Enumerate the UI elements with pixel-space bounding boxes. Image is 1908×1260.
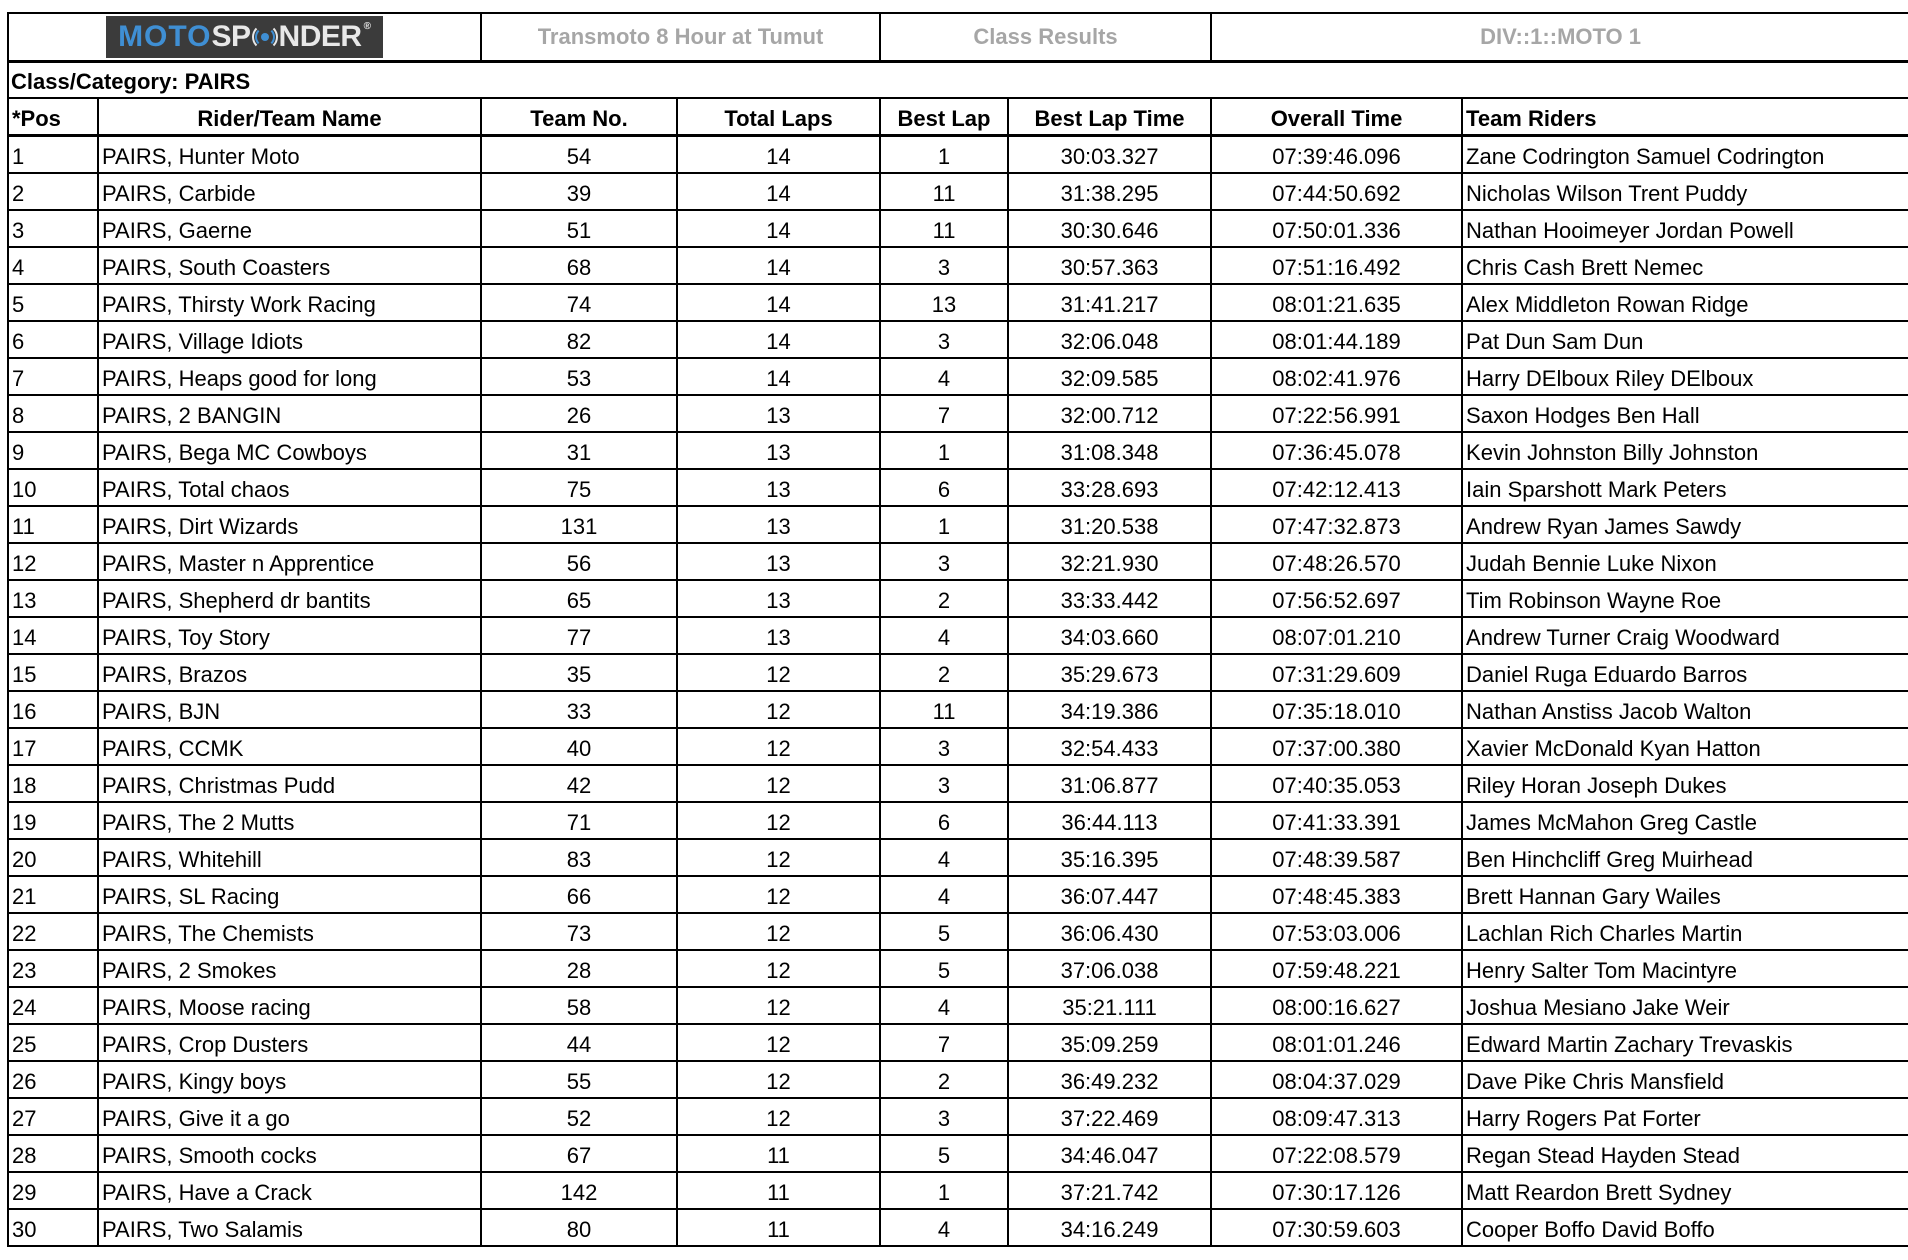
signal-icon — [252, 24, 278, 50]
table-row — [8, 765, 1908, 802]
table-row — [8, 950, 1908, 987]
table-row — [8, 247, 1908, 284]
cell-team-riders: Matt Reardon Brett Sydney — [1462, 1172, 1908, 1209]
cell-team-no: 73 — [481, 913, 677, 950]
cell-team-riders: Edward Martin Zachary Trevaskis — [1462, 1024, 1908, 1061]
cell-team-riders: James McMahon Greg Castle — [1462, 802, 1908, 839]
cell-pos: 13 — [8, 580, 98, 617]
cell-best-lap: 2 — [880, 1061, 1008, 1098]
cell-team-name: PAIRS, Heaps good for long — [98, 358, 481, 395]
cell-pos: 15 — [8, 654, 98, 691]
cell-total-laps: 12 — [677, 1024, 880, 1061]
cell-best-lap: 3 — [880, 1098, 1008, 1135]
column-header-overall-time: Overall Time — [1211, 98, 1462, 136]
table-row — [8, 1209, 1908, 1246]
cell-best-lap: 7 — [880, 395, 1008, 432]
cell-total-laps: 13 — [677, 580, 880, 617]
cell-overall-time: 07:48:45.383 — [1211, 876, 1462, 913]
cell-team-name: PAIRS, 2 Smokes — [98, 950, 481, 987]
cell-total-laps: 12 — [677, 876, 880, 913]
cell-team-no: 51 — [481, 210, 677, 247]
cell-team-riders: Harry Rogers Pat Forter — [1462, 1098, 1908, 1135]
cell-pos: 18 — [8, 765, 98, 802]
cell-pos: 16 — [8, 691, 98, 728]
cell-pos: 7 — [8, 358, 98, 395]
cell-team-name: PAIRS, 2 BANGIN — [98, 395, 481, 432]
cell-best-lap-time: 32:21.930 — [1008, 543, 1211, 580]
cell-team-name: PAIRS, Kingy boys — [98, 1061, 481, 1098]
results-sheet — [7, 12, 1908, 1247]
cell-team-no: 75 — [481, 469, 677, 506]
logo-sp-text: SP — [211, 20, 251, 53]
cell-best-lap-time: 32:54.433 — [1008, 728, 1211, 765]
cell-total-laps: 12 — [677, 728, 880, 765]
cell-best-lap: 4 — [880, 617, 1008, 654]
cell-pos: 12 — [8, 543, 98, 580]
cell-total-laps: 12 — [677, 1098, 880, 1135]
cell-overall-time: 08:09:47.313 — [1211, 1098, 1462, 1135]
cell-overall-time: 08:01:01.246 — [1211, 1024, 1462, 1061]
cell-best-lap: 7 — [880, 1024, 1008, 1061]
cell-team-no: 142 — [481, 1172, 677, 1209]
cell-team-no: 67 — [481, 1135, 677, 1172]
logo-registered-mark: ® — [363, 21, 371, 32]
cell-team-riders: Kevin Johnston Billy Johnston — [1462, 432, 1908, 469]
table-row — [8, 506, 1908, 543]
cell-team-riders: Nathan Anstiss Jacob Walton — [1462, 691, 1908, 728]
cell-best-lap-time: 31:06.877 — [1008, 765, 1211, 802]
table-row — [8, 432, 1908, 469]
cell-total-laps: 12 — [677, 987, 880, 1024]
cell-pos: 9 — [8, 432, 98, 469]
column-header-team-name: Rider/Team Name — [98, 98, 481, 136]
table-row — [8, 802, 1908, 839]
cell-best-lap: 3 — [880, 765, 1008, 802]
cell-best-lap-time: 34:16.249 — [1008, 1209, 1211, 1246]
cell-total-laps: 12 — [677, 654, 880, 691]
cell-best-lap: 4 — [880, 1209, 1008, 1246]
cell-overall-time: 07:51:16.492 — [1211, 247, 1462, 284]
cell-best-lap: 5 — [880, 1135, 1008, 1172]
cell-best-lap: 1 — [880, 432, 1008, 469]
table-row — [8, 728, 1908, 765]
table-row — [8, 543, 1908, 580]
cell-team-no: 52 — [481, 1098, 677, 1135]
cell-overall-time: 07:42:12.413 — [1211, 469, 1462, 506]
cell-best-lap: 4 — [880, 358, 1008, 395]
cell-pos: 10 — [8, 469, 98, 506]
cell-best-lap-time: 32:09.585 — [1008, 358, 1211, 395]
cell-total-laps: 12 — [677, 802, 880, 839]
cell-team-riders: Tim Robinson Wayne Roe — [1462, 580, 1908, 617]
category-row — [8, 62, 1908, 99]
cell-team-no: 39 — [481, 173, 677, 210]
cell-team-riders: Nathan Hooimeyer Jordan Powell — [1462, 210, 1908, 247]
cell-best-lap-time: 34:03.660 — [1008, 617, 1211, 654]
cell-team-name: PAIRS, Hunter Moto — [98, 136, 481, 174]
cell-best-lap-time: 32:06.048 — [1008, 321, 1211, 358]
cell-best-lap: 6 — [880, 802, 1008, 839]
cell-team-name: PAIRS, Gaerne — [98, 210, 481, 247]
cell-best-lap-time: 37:21.742 — [1008, 1172, 1211, 1209]
cell-pos: 21 — [8, 876, 98, 913]
cell-team-riders: Saxon Hodges Ben Hall — [1462, 395, 1908, 432]
cell-team-no: 68 — [481, 247, 677, 284]
table-row — [8, 395, 1908, 432]
cell-team-no: 42 — [481, 765, 677, 802]
cell-total-laps: 11 — [677, 1135, 880, 1172]
cell-best-lap-time: 35:21.111 — [1008, 987, 1211, 1024]
cell-team-no: 56 — [481, 543, 677, 580]
cell-pos: 22 — [8, 913, 98, 950]
table-row — [8, 321, 1908, 358]
cell-team-name: PAIRS, Toy Story — [98, 617, 481, 654]
cell-best-lap-time: 37:06.038 — [1008, 950, 1211, 987]
column-header-team-no: Team No. — [481, 98, 677, 136]
column-header-total-laps: Total Laps — [677, 98, 880, 136]
cell-team-name: PAIRS, Have a Crack — [98, 1172, 481, 1209]
cell-overall-time: 07:37:00.380 — [1211, 728, 1462, 765]
cell-team-no: 65 — [481, 580, 677, 617]
motosponder-logo — [106, 16, 383, 58]
cell-overall-time: 08:01:44.189 — [1211, 321, 1462, 358]
cell-best-lap-time: 35:16.395 — [1008, 839, 1211, 876]
cell-total-laps: 13 — [677, 469, 880, 506]
cell-pos: 5 — [8, 284, 98, 321]
cell-team-riders: Xavier McDonald Kyan Hatton — [1462, 728, 1908, 765]
cell-best-lap-time: 36:06.430 — [1008, 913, 1211, 950]
cell-team-no: 74 — [481, 284, 677, 321]
table-row — [8, 691, 1908, 728]
column-header-team-riders: Team Riders — [1462, 98, 1908, 136]
cell-best-lap-time: 31:08.348 — [1008, 432, 1211, 469]
cell-best-lap-time: 36:07.447 — [1008, 876, 1211, 913]
cell-total-laps: 12 — [677, 1061, 880, 1098]
cell-team-no: 55 — [481, 1061, 677, 1098]
cell-overall-time: 07:59:48.221 — [1211, 950, 1462, 987]
cell-total-laps: 14 — [677, 136, 880, 174]
logo-nder-text: NDER — [278, 20, 362, 53]
cell-overall-time: 08:00:16.627 — [1211, 987, 1462, 1024]
cell-overall-time: 07:44:50.692 — [1211, 173, 1462, 210]
cell-pos: 4 — [8, 247, 98, 284]
cell-team-riders: Chris Cash Brett Nemec — [1462, 247, 1908, 284]
cell-best-lap-time: 35:29.673 — [1008, 654, 1211, 691]
cell-overall-time: 07:40:35.053 — [1211, 765, 1462, 802]
cell-overall-time: 07:31:29.609 — [1211, 654, 1462, 691]
cell-best-lap-time: 31:41.217 — [1008, 284, 1211, 321]
cell-team-riders: Pat Dun Sam Dun — [1462, 321, 1908, 358]
cell-best-lap: 5 — [880, 913, 1008, 950]
cell-best-lap: 3 — [880, 543, 1008, 580]
cell-best-lap: 6 — [880, 469, 1008, 506]
table-row — [8, 1135, 1908, 1172]
cell-best-lap: 2 — [880, 580, 1008, 617]
cell-best-lap-time: 31:20.538 — [1008, 506, 1211, 543]
cell-team-no: 40 — [481, 728, 677, 765]
table-row — [8, 1098, 1908, 1135]
cell-total-laps: 12 — [677, 950, 880, 987]
category-label: Class/Category: PAIRS — [8, 62, 1908, 99]
cell-team-name: PAIRS, Master n Apprentice — [98, 543, 481, 580]
cell-team-riders: Ben Hinchcliff Greg Muirhead — [1462, 839, 1908, 876]
cell-team-name: PAIRS, Give it a go — [98, 1098, 481, 1135]
cell-total-laps: 13 — [677, 543, 880, 580]
cell-team-riders: Zane Codrington Samuel Codrington — [1462, 136, 1908, 174]
cell-pos: 6 — [8, 321, 98, 358]
column-header-row — [8, 98, 1908, 136]
cell-overall-time: 08:01:21.635 — [1211, 284, 1462, 321]
cell-total-laps: 11 — [677, 1209, 880, 1246]
cell-overall-time: 07:30:59.603 — [1211, 1209, 1462, 1246]
cell-pos: 3 — [8, 210, 98, 247]
cell-overall-time: 07:39:46.096 — [1211, 136, 1462, 174]
table-row — [8, 580, 1908, 617]
cell-overall-time: 08:04:37.029 — [1211, 1061, 1462, 1098]
cell-pos: 24 — [8, 987, 98, 1024]
cell-best-lap: 4 — [880, 987, 1008, 1024]
table-row — [8, 987, 1908, 1024]
division-label: DIV::1::MOTO 1 — [1211, 13, 1908, 62]
cell-team-riders: Riley Horan Joseph Dukes — [1462, 765, 1908, 802]
cell-overall-time: 07:53:03.006 — [1211, 913, 1462, 950]
cell-total-laps: 13 — [677, 395, 880, 432]
cell-best-lap: 5 — [880, 950, 1008, 987]
cell-total-laps: 14 — [677, 284, 880, 321]
cell-team-name: PAIRS, South Coasters — [98, 247, 481, 284]
cell-total-laps: 12 — [677, 913, 880, 950]
cell-team-name: PAIRS, Two Salamis — [98, 1209, 481, 1246]
cell-best-lap-time: 30:30.646 — [1008, 210, 1211, 247]
cell-team-name: PAIRS, SL Racing — [98, 876, 481, 913]
cell-team-riders: Andrew Ryan James Sawdy — [1462, 506, 1908, 543]
cell-best-lap: 2 — [880, 654, 1008, 691]
cell-pos: 1 — [8, 136, 98, 174]
cell-best-lap-time: 36:49.232 — [1008, 1061, 1211, 1098]
cell-total-laps: 14 — [677, 210, 880, 247]
cell-total-laps: 13 — [677, 506, 880, 543]
table-row — [8, 358, 1908, 395]
table-row — [8, 654, 1908, 691]
cell-best-lap: 4 — [880, 876, 1008, 913]
table-row — [8, 876, 1908, 913]
cell-best-lap: 1 — [880, 136, 1008, 174]
cell-team-no: 44 — [481, 1024, 677, 1061]
table-row — [8, 284, 1908, 321]
cell-total-laps: 13 — [677, 432, 880, 469]
cell-team-no: 28 — [481, 950, 677, 987]
table-row — [8, 210, 1908, 247]
cell-best-lap-time: 32:00.712 — [1008, 395, 1211, 432]
cell-team-name: PAIRS, Moose racing — [98, 987, 481, 1024]
cell-best-lap-time: 34:46.047 — [1008, 1135, 1211, 1172]
cell-team-riders: Henry Salter Tom Macintyre — [1462, 950, 1908, 987]
cell-best-lap-time: 34:19.386 — [1008, 691, 1211, 728]
cell-best-lap-time: 30:57.363 — [1008, 247, 1211, 284]
cell-best-lap-time: 36:44.113 — [1008, 802, 1211, 839]
cell-pos: 8 — [8, 395, 98, 432]
cell-team-no: 58 — [481, 987, 677, 1024]
cell-team-name: PAIRS, Dirt Wizards — [98, 506, 481, 543]
cell-team-no: 35 — [481, 654, 677, 691]
cell-overall-time: 07:36:45.078 — [1211, 432, 1462, 469]
cell-team-name: PAIRS, Shepherd dr bantits — [98, 580, 481, 617]
cell-pos: 2 — [8, 173, 98, 210]
cell-total-laps: 11 — [677, 1172, 880, 1209]
cell-team-name: PAIRS, BJN — [98, 691, 481, 728]
cell-best-lap-time: 35:09.259 — [1008, 1024, 1211, 1061]
cell-team-no: 31 — [481, 432, 677, 469]
cell-pos: 14 — [8, 617, 98, 654]
cell-team-no: 82 — [481, 321, 677, 358]
cell-best-lap-time: 33:28.693 — [1008, 469, 1211, 506]
cell-best-lap: 11 — [880, 691, 1008, 728]
table-row — [8, 1061, 1908, 1098]
cell-team-no: 53 — [481, 358, 677, 395]
cell-overall-time: 07:22:08.579 — [1211, 1135, 1462, 1172]
cell-team-no: 131 — [481, 506, 677, 543]
cell-team-riders: Alex Middleton Rowan Ridge — [1462, 284, 1908, 321]
cell-team-no: 54 — [481, 136, 677, 174]
cell-best-lap: 11 — [880, 173, 1008, 210]
table-row — [8, 1172, 1908, 1209]
cell-overall-time: 07:48:39.587 — [1211, 839, 1462, 876]
cell-pos: 25 — [8, 1024, 98, 1061]
table-row — [8, 617, 1908, 654]
results-table — [7, 12, 1908, 1247]
cell-overall-time: 07:35:18.010 — [1211, 691, 1462, 728]
cell-pos: 23 — [8, 950, 98, 987]
cell-team-riders: Daniel Ruga Eduardo Barros — [1462, 654, 1908, 691]
cell-overall-time: 07:56:52.697 — [1211, 580, 1462, 617]
cell-team-name: PAIRS, The 2 Mutts — [98, 802, 481, 839]
cell-pos: 27 — [8, 1098, 98, 1135]
cell-best-lap-time: 30:03.327 — [1008, 136, 1211, 174]
cell-team-riders: Harry DElboux Riley DElboux — [1462, 358, 1908, 395]
cell-overall-time: 08:02:41.976 — [1211, 358, 1462, 395]
cell-team-name: PAIRS, Total chaos — [98, 469, 481, 506]
cell-team-name: PAIRS, CCMK — [98, 728, 481, 765]
cell-pos: 11 — [8, 506, 98, 543]
cell-total-laps: 14 — [677, 173, 880, 210]
cell-total-laps: 12 — [677, 839, 880, 876]
cell-overall-time: 07:47:32.873 — [1211, 506, 1462, 543]
cell-total-laps: 14 — [677, 247, 880, 284]
table-row — [8, 839, 1908, 876]
event-name: Transmoto 8 Hour at Tumut — [481, 13, 880, 62]
cell-team-no: 77 — [481, 617, 677, 654]
cell-team-riders: Iain Sparshott Mark Peters — [1462, 469, 1908, 506]
cell-total-laps: 14 — [677, 321, 880, 358]
cell-best-lap-time: 31:38.295 — [1008, 173, 1211, 210]
table-row — [8, 1024, 1908, 1061]
table-row — [8, 469, 1908, 506]
report-title: Class Results — [880, 13, 1211, 62]
table-row — [8, 913, 1908, 950]
cell-team-riders: Regan Stead Hayden Stead — [1462, 1135, 1908, 1172]
cell-best-lap: 1 — [880, 506, 1008, 543]
cell-team-name: PAIRS, Thirsty Work Racing — [98, 284, 481, 321]
logo-cell — [8, 13, 481, 62]
column-header-best-lap-time: Best Lap Time — [1008, 98, 1211, 136]
cell-pos: 20 — [8, 839, 98, 876]
cell-team-name: PAIRS, Smooth cocks — [98, 1135, 481, 1172]
cell-pos: 30 — [8, 1209, 98, 1246]
cell-team-name: PAIRS, Crop Dusters — [98, 1024, 481, 1061]
table-row — [8, 136, 1908, 174]
cell-team-name: PAIRS, Brazos — [98, 654, 481, 691]
cell-overall-time: 07:41:33.391 — [1211, 802, 1462, 839]
cell-team-riders: Joshua Mesiano Jake Weir — [1462, 987, 1908, 1024]
cell-pos: 19 — [8, 802, 98, 839]
cell-team-riders: Andrew Turner Craig Woodward — [1462, 617, 1908, 654]
cell-best-lap-time: 37:22.469 — [1008, 1098, 1211, 1135]
cell-team-name: PAIRS, Village Idiots — [98, 321, 481, 358]
cell-pos: 17 — [8, 728, 98, 765]
cell-team-name: PAIRS, Carbide — [98, 173, 481, 210]
cell-team-no: 33 — [481, 691, 677, 728]
cell-team-riders: Judah Bennie Luke Nixon — [1462, 543, 1908, 580]
cell-team-riders: Cooper Boffo David Boffo — [1462, 1209, 1908, 1246]
cell-team-riders: Lachlan Rich Charles Martin — [1462, 913, 1908, 950]
cell-team-riders: Nicholas Wilson Trent Puddy — [1462, 173, 1908, 210]
cell-best-lap-time: 33:33.442 — [1008, 580, 1211, 617]
cell-pos: 28 — [8, 1135, 98, 1172]
table-row — [8, 173, 1908, 210]
cell-team-riders: Brett Hannan Gary Wailes — [1462, 876, 1908, 913]
cell-team-no: 71 — [481, 802, 677, 839]
cell-team-name: PAIRS, Whitehill — [98, 839, 481, 876]
cell-total-laps: 14 — [677, 358, 880, 395]
cell-team-no: 80 — [481, 1209, 677, 1246]
cell-overall-time: 07:22:56.991 — [1211, 395, 1462, 432]
cell-overall-time: 07:30:17.126 — [1211, 1172, 1462, 1209]
cell-team-riders: Dave Pike Chris Mansfield — [1462, 1061, 1908, 1098]
column-header-best-lap: Best Lap — [880, 98, 1008, 136]
cell-best-lap: 3 — [880, 728, 1008, 765]
cell-best-lap: 1 — [880, 1172, 1008, 1209]
cell-total-laps: 12 — [677, 691, 880, 728]
cell-best-lap: 11 — [880, 210, 1008, 247]
cell-overall-time: 08:07:01.210 — [1211, 617, 1462, 654]
logo-moto-text: MOTO — [118, 20, 212, 53]
cell-pos: 26 — [8, 1061, 98, 1098]
column-header-pos: *Pos — [8, 98, 98, 136]
cell-pos: 29 — [8, 1172, 98, 1209]
cell-team-name: PAIRS, Christmas Pudd — [98, 765, 481, 802]
cell-total-laps: 13 — [677, 617, 880, 654]
cell-best-lap: 3 — [880, 247, 1008, 284]
cell-best-lap: 4 — [880, 839, 1008, 876]
cell-team-no: 66 — [481, 876, 677, 913]
cell-best-lap: 13 — [880, 284, 1008, 321]
cell-overall-time: 07:48:26.570 — [1211, 543, 1462, 580]
header-row — [8, 13, 1908, 62]
cell-best-lap: 3 — [880, 321, 1008, 358]
cell-team-name: PAIRS, The Chemists — [98, 913, 481, 950]
cell-total-laps: 12 — [677, 765, 880, 802]
cell-team-name: PAIRS, Bega MC Cowboys — [98, 432, 481, 469]
cell-team-no: 83 — [481, 839, 677, 876]
cell-team-no: 26 — [481, 395, 677, 432]
cell-overall-time: 07:50:01.336 — [1211, 210, 1462, 247]
